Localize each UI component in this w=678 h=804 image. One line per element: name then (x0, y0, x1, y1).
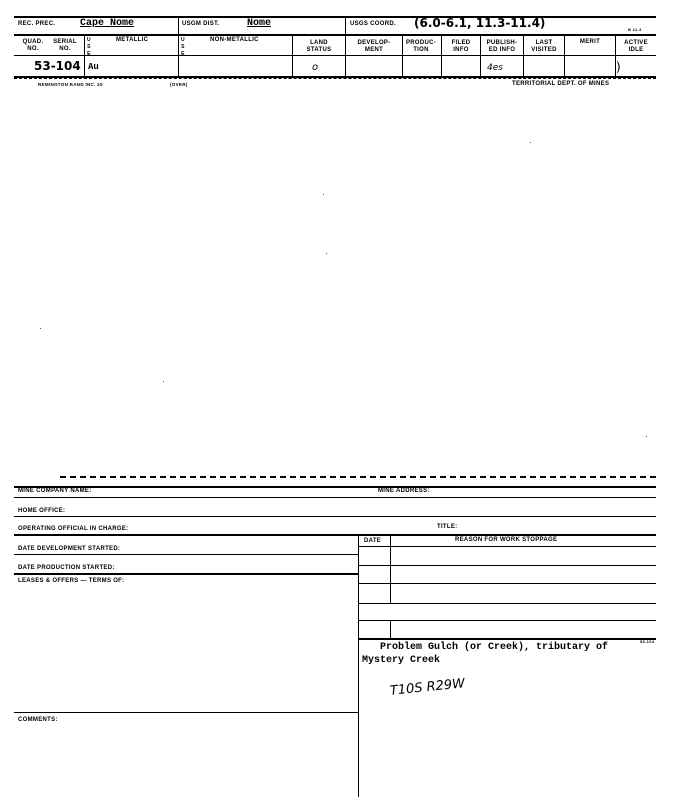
remarks-small-divider (390, 620, 391, 638)
col-divider-last (564, 34, 565, 76)
title-label: TITLE: (437, 524, 458, 530)
colhead-production: PRODUC-TION (405, 40, 437, 53)
header-bottom-border (14, 34, 656, 36)
colhead-merit: MERIT (579, 39, 601, 45)
col-divider-dev (402, 34, 403, 76)
rec-prec-value: Cape Nome (80, 18, 135, 29)
colhead-serial-no: SERIAL NO. (53, 39, 77, 52)
line-date-dev (14, 534, 656, 536)
cell-land-status: o (312, 62, 319, 73)
colhead-filed-info: FILED INFO (451, 40, 471, 53)
stoppage-date-divider (390, 534, 391, 604)
usgm-dist-label: USGM DIST. (182, 21, 220, 27)
lower-middle-divider (358, 573, 359, 797)
form-top-border (14, 486, 656, 488)
stoppage-row-3 (358, 603, 656, 604)
line-leases (14, 573, 358, 575)
dept-name: TERRITORIAL DEPT. OF MINES (512, 81, 610, 87)
stoppage-header-line (358, 546, 656, 547)
line-comments (14, 712, 358, 713)
usgs-coord-value: (6.0-6.1, 11.3-11.4) (414, 16, 546, 30)
leases-offers-label: LEASES & OFFERS — TERMS OF: (18, 578, 125, 584)
col-divider-prod (441, 34, 442, 76)
cell-quad-serial: 53-104 (34, 59, 81, 73)
printer-note-2: (OVER) (170, 82, 188, 87)
cell-metallic: Au (88, 62, 99, 72)
cell-published-info: 4es (487, 63, 503, 73)
colhead-non-metallic: NON-METALLIC (210, 37, 259, 43)
scan-speck (163, 381, 164, 382)
col-divider-pub (523, 34, 524, 76)
colhead-use-letters: U S E (87, 37, 91, 57)
remarks-top-line (358, 620, 656, 621)
scan-speck (326, 253, 327, 254)
scan-speck (323, 194, 324, 195)
colhead-published-info: PUBLISH-ED INFO (486, 40, 518, 53)
remarks-superscript: 53-104 (640, 639, 655, 644)
colhead-quad-no: QUAD. NO. (22, 39, 44, 52)
line-home-office (14, 497, 656, 498)
tab-divider (60, 476, 656, 478)
rec-prec-label: REC. PREC. (18, 21, 56, 27)
colhead-use-letters-2: U S E (181, 37, 185, 57)
mine-company-name-label: MINE COMPANY NAME: (18, 488, 92, 494)
remarks-typed-line2: Mystery Creek (362, 655, 441, 666)
col-divider-land (345, 34, 346, 76)
scan-speck (530, 142, 531, 143)
form-code: B 11-4 (628, 27, 642, 32)
date-prod-started-label: DATE PRODUCTION STARTED: (18, 565, 115, 571)
colhead-active-idle: ACTIVE IDLE (624, 40, 648, 53)
colhead-metallic: METALLIC (116, 37, 149, 43)
remarks-handwritten: T10S R29W (389, 676, 466, 699)
dashed-separator (14, 78, 656, 79)
col-divider-filed (480, 34, 481, 76)
col-divider-nonmetallic (292, 34, 293, 76)
colhead-last-visited: LAST VISITED (531, 40, 557, 53)
header-divider-1 (178, 16, 179, 34)
stoppage-row-2 (358, 583, 656, 584)
usgm-dist-value: Nome (247, 18, 272, 29)
cell-active-idle: ) (616, 60, 621, 74)
home-office-label: HOME OFFICE: (18, 508, 66, 514)
col-divider-quad (84, 34, 85, 76)
line-date-prod (14, 554, 358, 555)
printer-note: REMINGTON RAND INC. 20 (38, 82, 103, 87)
date-dev-started-label: DATE DEVELOPMENT STARTED: (18, 546, 121, 552)
remarks-typed-line1: Problem Gulch (or Creek), tributary of (380, 642, 609, 653)
line-operating (14, 516, 656, 517)
stoppage-row-1 (358, 565, 656, 566)
stoppage-date-header: DATE (364, 538, 382, 544)
operating-official-label: OPERATING OFFICIAL IN CHARGE: (18, 526, 129, 532)
mine-address-label: MINE ADDRESS: (378, 488, 430, 494)
scan-speck (646, 436, 647, 437)
header-divider-2 (345, 16, 346, 34)
stoppage-reason-header: REASON FOR WORK STOPPAGE (455, 537, 558, 543)
remarks-second-line (358, 638, 656, 640)
colhead-land-status: LAND STATUS (306, 40, 332, 53)
colhead-bottom-border (14, 55, 656, 56)
scan-speck (40, 328, 41, 329)
col-divider-metallic (178, 34, 179, 76)
comments-label: COMMENTS: (18, 717, 58, 723)
usgs-coord-label: USGS COORD. (350, 21, 396, 27)
colhead-development: DEVELOP-MENT (357, 40, 391, 53)
